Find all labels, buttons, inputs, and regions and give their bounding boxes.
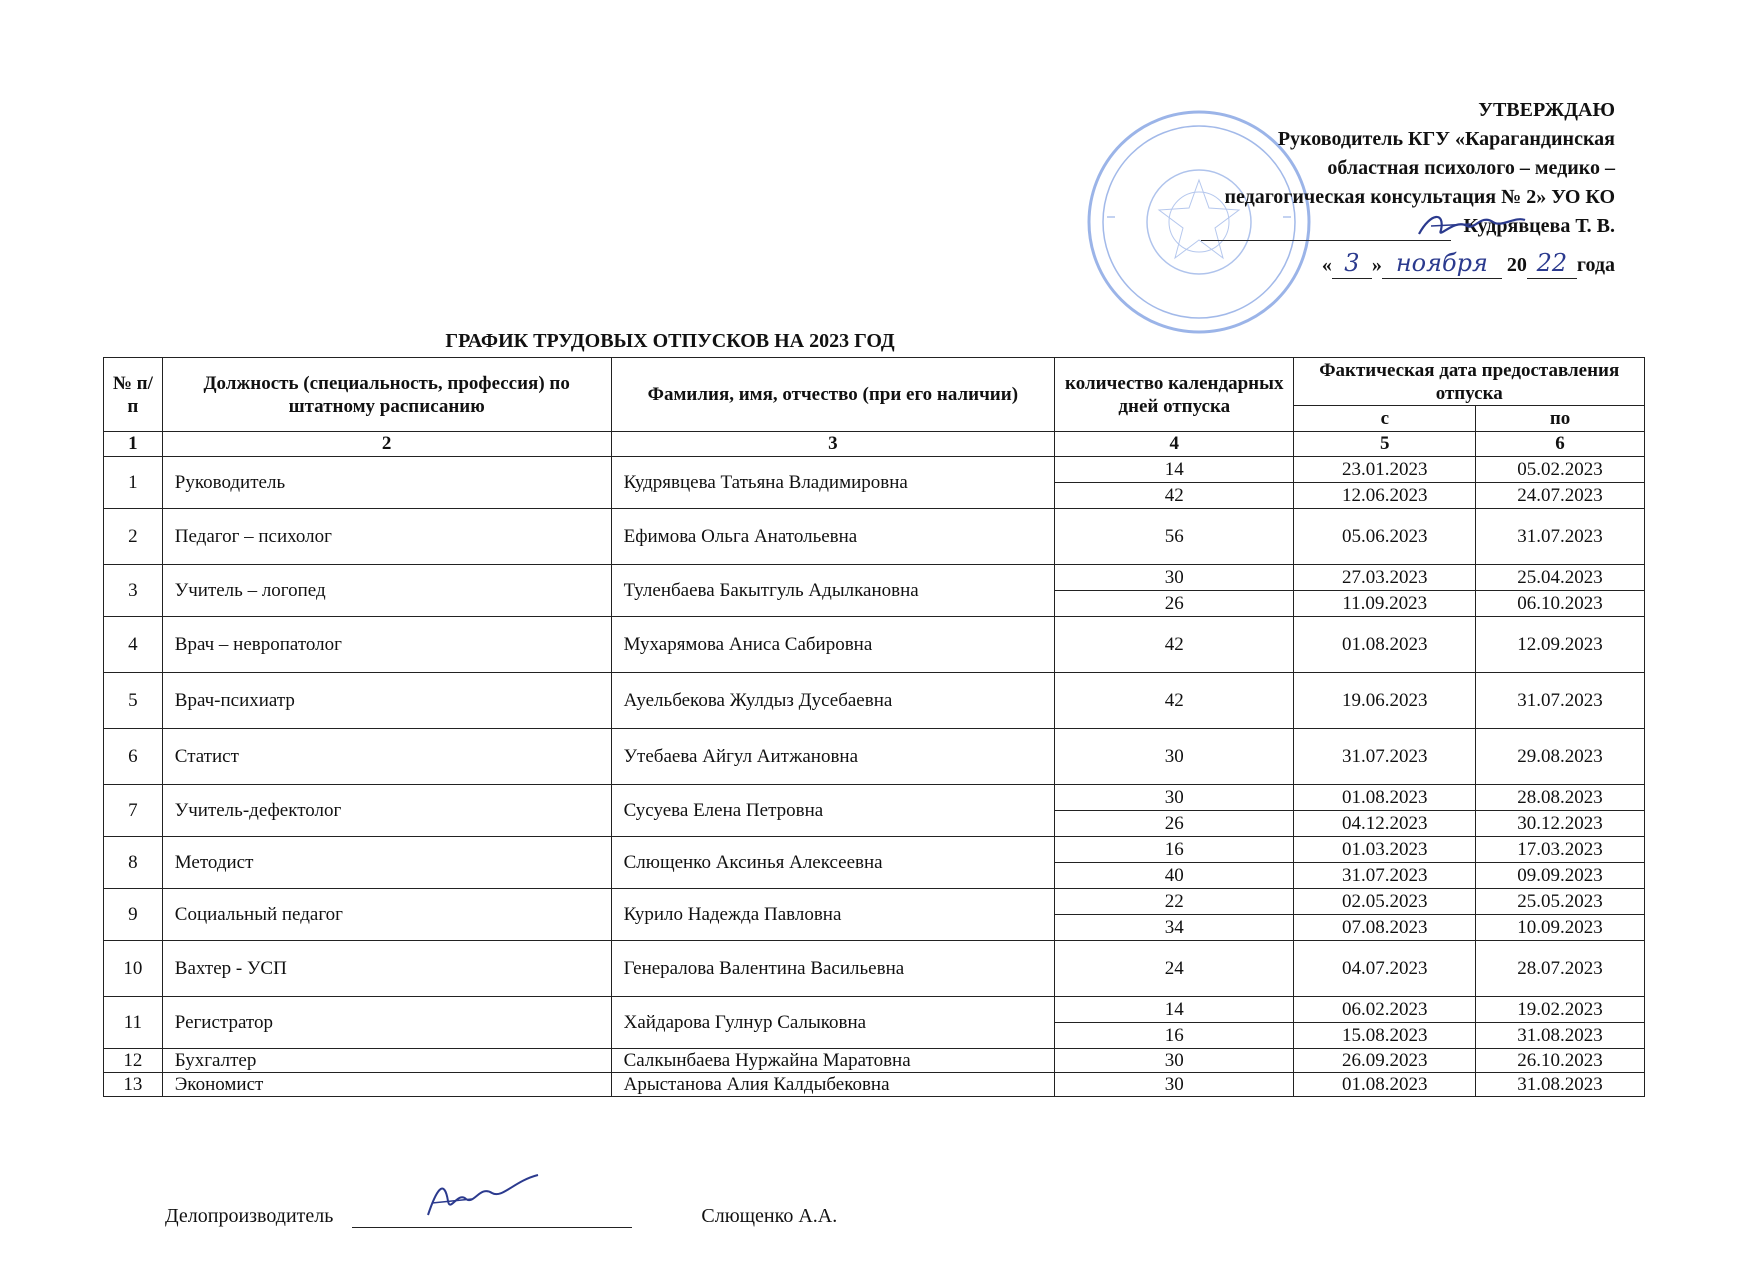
row-number-cell: 11 xyxy=(104,997,163,1049)
name-cell: Утебаева Айгул Аитжановна xyxy=(611,729,1054,785)
to-cell: 28.07.2023 xyxy=(1476,941,1645,997)
row-number-cell: 4 xyxy=(104,617,163,673)
to-cell: 31.08.2023 xyxy=(1476,1023,1645,1049)
position-cell: Врач – невропатолог xyxy=(162,617,611,673)
days-cell: 56 xyxy=(1055,509,1294,565)
from-cell: 02.05.2023 xyxy=(1294,889,1476,915)
row-number-cell: 7 xyxy=(104,785,163,837)
table-row xyxy=(104,1073,1645,1097)
to-cell: 31.08.2023 xyxy=(1476,1073,1645,1097)
to-cell: 17.03.2023 xyxy=(1476,837,1645,863)
from-cell: 26.09.2023 xyxy=(1294,1049,1476,1073)
to-cell: 26.10.2023 xyxy=(1476,1049,1645,1073)
to-cell: 10.09.2023 xyxy=(1476,915,1645,941)
header-name: Фамилия, имя, отчество (при его наличии) xyxy=(611,358,1054,432)
name-cell: Арыстанова Алия Калдыбековна xyxy=(611,1073,1054,1097)
to-cell: 25.05.2023 xyxy=(1476,889,1645,915)
position-cell: Учитель-дефектолог xyxy=(162,785,611,837)
from-cell: 31.07.2023 xyxy=(1294,729,1476,785)
position-cell: Руководитель xyxy=(162,457,611,509)
days-cell: 26 xyxy=(1055,591,1294,617)
row-number-cell: 3 xyxy=(104,565,163,617)
date-word: года xyxy=(1576,254,1615,276)
days-cell: 42 xyxy=(1055,617,1294,673)
days-cell: 22 xyxy=(1055,889,1294,915)
footer-role: Делопроизводитель xyxy=(165,1205,334,1227)
to-cell: 31.07.2023 xyxy=(1476,673,1645,729)
name-cell: Сусуева Елена Петровна xyxy=(611,785,1054,837)
from-cell: 27.03.2023 xyxy=(1294,565,1476,591)
days-cell: 14 xyxy=(1055,997,1294,1023)
date-day: 3 xyxy=(1332,249,1372,279)
position-cell: Экономист xyxy=(162,1073,611,1097)
vacation-schedule-table xyxy=(103,357,1645,1097)
table-row xyxy=(104,1049,1645,1073)
name-cell: Мухарямова Аниса Сабировна xyxy=(611,617,1054,673)
row-number-cell: 5 xyxy=(104,673,163,729)
index-cell: 3 xyxy=(611,432,1054,457)
from-cell: 15.08.2023 xyxy=(1294,1023,1476,1049)
table-row xyxy=(104,673,1645,729)
footer-signature xyxy=(165,1205,837,1228)
approval-line-2: Руководитель КГУ «Карагандинская xyxy=(1277,128,1615,150)
position-cell: Педагог – психолог xyxy=(162,509,611,565)
days-cell: 16 xyxy=(1055,1023,1294,1049)
director-signature xyxy=(1411,208,1531,242)
from-cell: 01.08.2023 xyxy=(1294,785,1476,811)
row-number-cell: 10 xyxy=(104,941,163,997)
clerk-signature xyxy=(422,1171,542,1221)
date-open-quote: « xyxy=(1321,254,1332,276)
table-row xyxy=(104,941,1645,997)
from-cell: 12.06.2023 xyxy=(1294,483,1476,509)
position-cell: Вахтер - УСП xyxy=(162,941,611,997)
from-cell: 06.02.2023 xyxy=(1294,997,1476,1023)
days-cell: 42 xyxy=(1055,673,1294,729)
days-cell: 30 xyxy=(1055,785,1294,811)
position-cell: Врач-психиатр xyxy=(162,673,611,729)
table-row xyxy=(104,729,1645,785)
approval-date xyxy=(1095,249,1615,280)
from-cell: 31.07.2023 xyxy=(1294,863,1476,889)
document-title: ГРАФИК ТРУДОВЫХ ОТПУСКОВ НА 2023 ГОД xyxy=(445,330,895,352)
name-cell: Кудрявцева Татьяна Владимировна xyxy=(611,457,1054,509)
table-row xyxy=(104,837,1645,863)
approval-block xyxy=(1095,96,1615,280)
from-cell: 05.06.2023 xyxy=(1294,509,1476,565)
from-cell: 11.09.2023 xyxy=(1294,591,1476,617)
name-cell: Ауельбекова Жулдыз Дусебаевна xyxy=(611,673,1054,729)
index-cell: 6 xyxy=(1476,432,1645,457)
table-body xyxy=(104,432,1645,1097)
to-cell: 25.04.2023 xyxy=(1476,565,1645,591)
from-cell: 04.12.2023 xyxy=(1294,811,1476,837)
row-number-cell: 6 xyxy=(104,729,163,785)
to-cell: 28.08.2023 xyxy=(1476,785,1645,811)
days-cell: 42 xyxy=(1055,483,1294,509)
date-year-prefix: 20 xyxy=(1506,254,1527,276)
position-cell: Учитель – логопед xyxy=(162,565,611,617)
index-cell: 5 xyxy=(1294,432,1476,457)
name-cell: Слющенко Аксинья Алексеевна xyxy=(611,837,1054,889)
to-cell: 31.07.2023 xyxy=(1476,509,1645,565)
index-cell: 2 xyxy=(162,432,611,457)
to-cell: 29.08.2023 xyxy=(1476,729,1645,785)
header-to: по xyxy=(1476,406,1645,432)
position-cell: Регистратор xyxy=(162,997,611,1049)
header-days: количество календарных дней отпуска xyxy=(1055,358,1294,432)
table-row xyxy=(104,889,1645,915)
approval-line-3: областная психолого – медико – xyxy=(1327,157,1615,179)
from-cell: 01.08.2023 xyxy=(1294,617,1476,673)
to-cell: 09.09.2023 xyxy=(1476,863,1645,889)
days-cell: 16 xyxy=(1055,837,1294,863)
days-cell: 30 xyxy=(1055,1049,1294,1073)
position-cell: Социальный педагог xyxy=(162,889,611,941)
to-cell: 24.07.2023 xyxy=(1476,483,1645,509)
row-number-cell: 8 xyxy=(104,837,163,889)
table-row xyxy=(104,565,1645,591)
table-row xyxy=(104,617,1645,673)
approval-heading: УТВЕРЖДАЮ xyxy=(1478,99,1615,121)
days-cell: 14 xyxy=(1055,457,1294,483)
to-cell: 05.02.2023 xyxy=(1476,457,1645,483)
header-actual-date: Фактическая дата предоставления отпуска xyxy=(1294,358,1645,406)
from-cell: 04.07.2023 xyxy=(1294,941,1476,997)
name-cell: Туленбаева Бакытгуль Адылкановна xyxy=(611,565,1054,617)
name-cell: Генералова Валентина Васильевна xyxy=(611,941,1054,997)
position-cell: Бухгалтер xyxy=(162,1049,611,1073)
approval-line-4: педагогическая консультация № 2» УО КО xyxy=(1224,186,1615,208)
from-cell: 23.01.2023 xyxy=(1294,457,1476,483)
days-cell: 30 xyxy=(1055,729,1294,785)
position-cell: Статист xyxy=(162,729,611,785)
header-from: с xyxy=(1294,406,1476,432)
days-cell: 34 xyxy=(1055,915,1294,941)
row-number-cell: 9 xyxy=(104,889,163,941)
from-cell: 01.03.2023 xyxy=(1294,837,1476,863)
to-cell: 12.09.2023 xyxy=(1476,617,1645,673)
name-cell: Курило Надежда Павловна xyxy=(611,889,1054,941)
footer-name: Слющенко А.А. xyxy=(701,1205,838,1227)
header-num: № п/п xyxy=(104,358,163,432)
to-cell: 19.02.2023 xyxy=(1476,997,1645,1023)
days-cell: 30 xyxy=(1055,565,1294,591)
table-row xyxy=(104,509,1645,565)
table-row xyxy=(104,785,1645,811)
days-cell: 30 xyxy=(1055,1073,1294,1097)
footer-signature-blank xyxy=(352,1205,632,1228)
date-close-quote: » xyxy=(1371,254,1382,276)
days-cell: 24 xyxy=(1055,941,1294,997)
position-cell: Методист xyxy=(162,837,611,889)
from-cell: 07.08.2023 xyxy=(1294,915,1476,941)
index-cell: 4 xyxy=(1055,432,1294,457)
date-year-suffix: 22 xyxy=(1527,249,1577,279)
to-cell: 30.12.2023 xyxy=(1476,811,1645,837)
header-position: Должность (специальность, профессия) по штатному расписанию xyxy=(162,358,611,432)
signature-blank xyxy=(1201,222,1451,241)
to-cell: 06.10.2023 xyxy=(1476,591,1645,617)
from-cell: 01.08.2023 xyxy=(1294,1073,1476,1097)
table-row xyxy=(104,997,1645,1023)
table-row xyxy=(104,457,1645,483)
row-number-cell: 12 xyxy=(104,1049,163,1073)
name-cell: Хайдарова Гулнур Салыковна xyxy=(611,997,1054,1049)
date-month: ноября xyxy=(1382,249,1502,279)
days-cell: 26 xyxy=(1055,811,1294,837)
approval-signer-name: Кудрявцева Т. В. xyxy=(1463,215,1615,237)
row-number-cell: 1 xyxy=(104,457,163,509)
days-cell: 40 xyxy=(1055,863,1294,889)
row-number-cell: 2 xyxy=(104,509,163,565)
index-cell: 1 xyxy=(104,432,163,457)
approval-signature-line xyxy=(1095,212,1615,241)
from-cell: 19.06.2023 xyxy=(1294,673,1476,729)
name-cell: Ефимова Ольга Анатольевна xyxy=(611,509,1054,565)
name-cell: Салкынбаева Нуржайна Маратовна xyxy=(611,1049,1054,1073)
row-number-cell: 13 xyxy=(104,1073,163,1097)
column-index-row xyxy=(104,432,1645,457)
